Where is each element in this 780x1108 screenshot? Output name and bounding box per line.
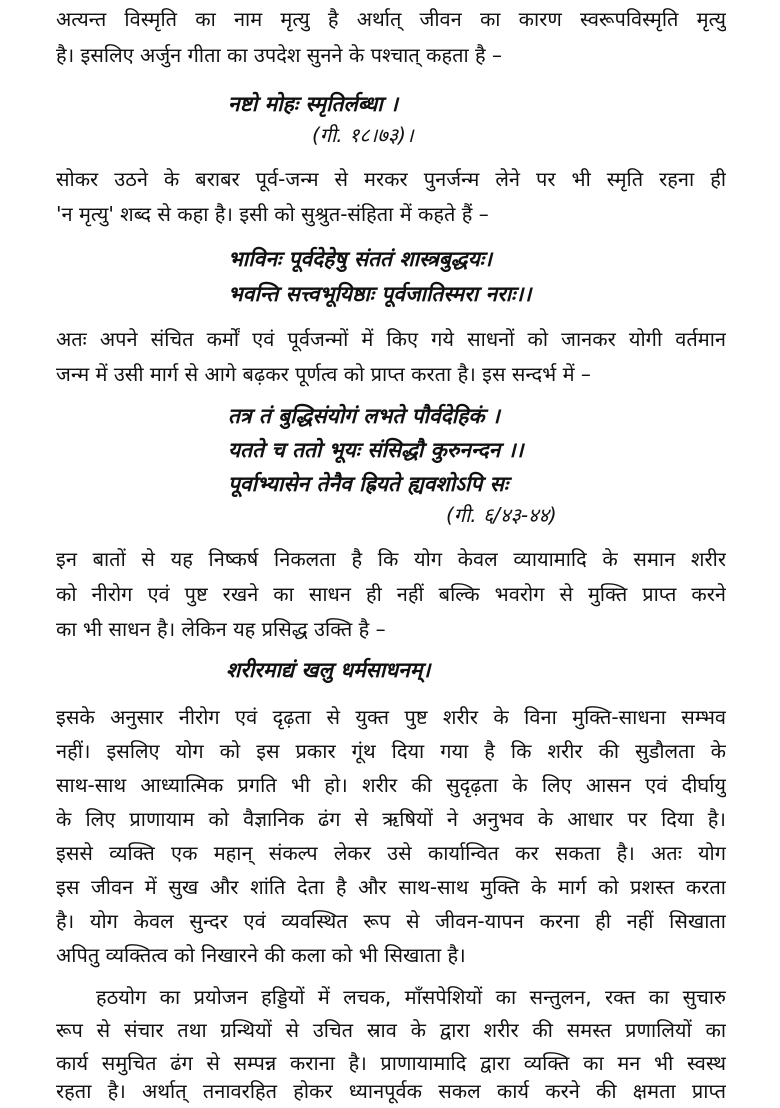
verse-line: पूर्वाभ्यासेन तेनैव ह्रियते ह्यवशोऽपि सः <box>228 472 509 496</box>
text-line: को नीरोग एवं पुष्ट रखने का साधन ही नहीं बल्कि भवरोग से मुक्ति प्राप्त करने <box>56 582 726 606</box>
text-line: अत्यन्त विस्मृति का नाम मृत्यु है अर्थात् जीवन का कारण स्वरूपविस्मृति मृत्यु <box>56 7 726 31</box>
text-line: हठयोग का प्रयोजन हड्डियों में लचक, माँसपेशियों का सन्तुलन, रक्त का सुचारु <box>96 985 726 1009</box>
text-line: साथ-साथ आध्यात्मिक प्रगति भी हो। शरीर की सुदृढ़ता के लिए आसन एवं दीर्घायु <box>56 773 726 797</box>
text-line: सोकर उठने के बराबर पूर्व-जन्म से मरकर पुनर्जन्म लेने पर भी स्मृति रहना ही <box>56 167 726 191</box>
text-line: रूप से संचार तथा ग्रन्थियों से उचित स्राव के द्वारा शरीर की समस्त प्रणालियों का <box>56 1018 726 1042</box>
verse-reference: (गी. १८।७३)। <box>312 123 414 147</box>
verse-line: नष्टो मोहः स्मृतिर्लब्धा । <box>228 92 398 116</box>
text-line: है। योग केवल सुन्दर एवं व्यवस्थित रूप से जीवन-यापन करना ही नहीं सिखाता <box>56 909 726 933</box>
text-line: इससे व्यक्ति एक महान् संकल्प लेकर उसे कार्यान्वित कर सकता है। अतः योग <box>56 841 726 865</box>
verse-line: शरीरमाद्यं खलु धर्मसाधनम्। <box>226 658 431 682</box>
text-line: का भी साधन है। लेकिन यह प्रसिद्ध उक्ति है – <box>56 617 386 641</box>
text-line: कार्य समुचित ढंग से सम्पन्न कराना है। प्राणायामादि द्वारा व्यक्ति का मन भी स्वस्थ <box>56 1051 726 1075</box>
verse-line: भवन्ति सत्त्वभूयिष्ठाः पूर्वजातिस्मरा नराः।। <box>228 282 532 306</box>
verse-line: तत्र तं बुद्धिसंयोगं लभते पौर्वदेहिकं । <box>228 404 500 428</box>
text-line: 'न मृत्यु' शब्द से कहा है। इसी को सुश्रुत-संहिता में कहते हैं – <box>56 202 489 226</box>
verse-line: भाविनः पूर्वदेहेषु संततं शास्त्रबुद्धयः। <box>228 247 492 271</box>
text-line: रहता है। अर्थात् तनावरहित होकर ध्यानपूर्वक सकल कार्य करने की क्षमता प्राप्त <box>56 1079 726 1103</box>
text-line: नहीं। इसलिए योग को इस प्रकार गूंथ दिया गया है कि शरीर की सुडौलता के <box>56 739 726 763</box>
text-line: जन्म में उसी मार्ग से आगे बढ़कर पूर्णत्व को प्राप्त करता है। इस सन्दर्भ में – <box>56 362 591 386</box>
text-line: इन बातों से यह निष्कर्ष निकलता है कि योग केवल व्यायामादि के समान शरीर <box>56 547 726 571</box>
text-line: है। इसलिए अर्जुन गीता का उपदेश सुनने के पश्चात् कहता है – <box>56 43 502 67</box>
text-line: इस जीवन में सुख और शांति देता है और साथ-साथ मुक्ति के मार्ग को प्रशस्त करता <box>56 875 726 899</box>
text-line: के लिए प्राणायाम को वैज्ञानिक ढंग से ऋषियों ने अनुभव के आधार पर दिया है। <box>56 807 726 831</box>
verse-reference: (गी. ६/४३-४४) <box>446 503 557 527</box>
text-line: इसके अनुसार नीरोग एवं दृढ़ता से युक्त पुष्ट शरीर के विना मुक्ति-साधना सम्भव <box>56 705 726 729</box>
text-line: अपितु व्यक्तित्व को निखारने की कला को भी सिखाता है। <box>56 943 466 967</box>
verse-line: यतते च ततो भूयः संसिद्धौ कुरुनन्दन ।। <box>228 438 524 462</box>
text-line: अतः अपने संचित कर्मों एवं पूर्वजन्मों में किए गये साधनों को जानकर योगी वर्तमान <box>56 327 726 351</box>
